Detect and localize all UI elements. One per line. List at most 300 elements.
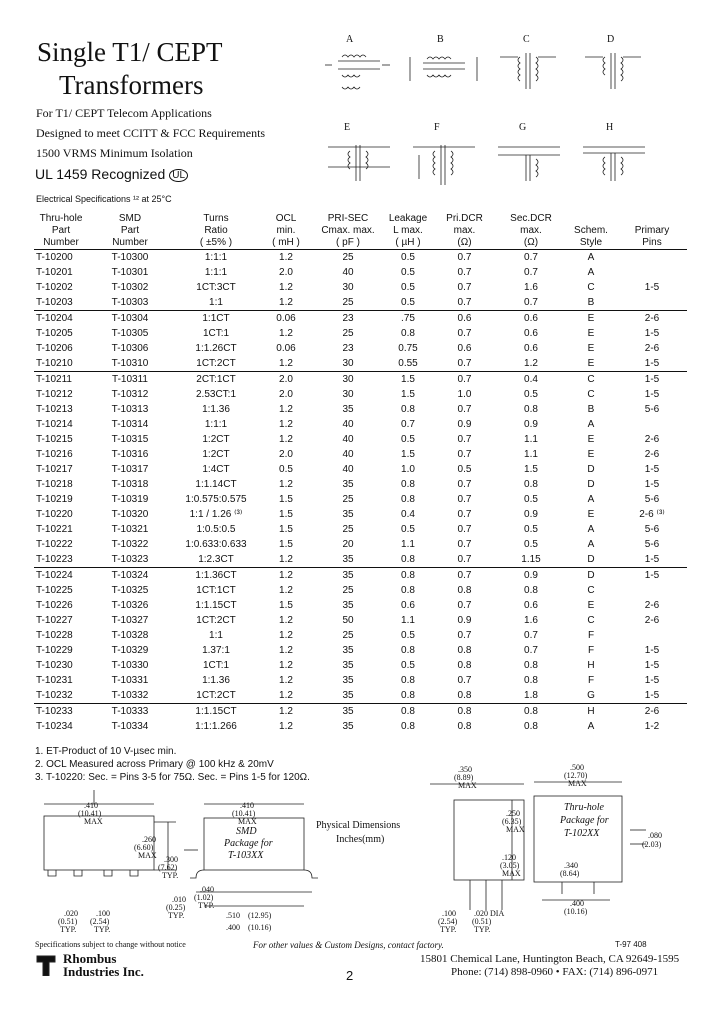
table-cell: 1:2.3CT	[198, 553, 234, 565]
table-cell: D	[587, 553, 595, 565]
table-cell: 0.5	[524, 538, 538, 550]
table-body	[34, 249, 687, 734]
table-cell: 35	[342, 644, 354, 656]
table-cell: 1.2	[279, 281, 293, 293]
table-cell: 0.7	[524, 629, 538, 641]
table-cell: 35	[342, 659, 354, 671]
ul-logo-icon: UL	[169, 169, 188, 182]
schem-label-c: C	[523, 34, 530, 45]
table-cell: 0.8	[497, 703, 565, 719]
table-cell: A	[587, 523, 595, 535]
table-cell: 1-5	[644, 463, 660, 475]
table-cell: 0.7	[457, 508, 472, 520]
note-3: 3. T-10220: Sec. = Pins 3-5 for 75Ω. Sec. = Pins 1-5 for 120Ω.	[35, 772, 310, 783]
table-cell: 1.5	[401, 388, 415, 400]
page-number: 2	[346, 968, 354, 983]
table-cell: T-10315	[111, 433, 149, 445]
table-cell: 0.8	[524, 478, 538, 490]
schematic-a	[325, 55, 390, 89]
column-header: Schem. Style	[574, 224, 608, 248]
table-cell: 2-6	[617, 703, 687, 719]
table-cell: A	[587, 418, 595, 430]
schematic-f	[413, 145, 475, 185]
table-row	[34, 447, 687, 462]
table-cell: E	[587, 508, 595, 520]
table-cell: 1CT:1CT	[196, 584, 236, 596]
table-cell: 0.8	[432, 703, 497, 719]
table-cell: 0.5	[401, 251, 415, 263]
table-cell: 0.7	[432, 567, 497, 583]
table-cell: 0.55	[398, 357, 418, 369]
table-cell: 1.2	[279, 251, 293, 263]
table-cell: 1.2	[279, 327, 293, 339]
footer-doc-number: T-97 408	[615, 940, 647, 949]
table-cell: 1.2	[279, 614, 293, 626]
table-cell: 1.5	[384, 371, 432, 387]
feature-1: For T1/ CEPT Telecom Applications	[36, 106, 212, 120]
table-cell: T-10316	[111, 448, 149, 460]
table-cell: 25	[342, 327, 354, 339]
table-cell: 23	[342, 342, 354, 354]
table-cell: 35	[312, 567, 384, 583]
dim-100: .100	[96, 909, 110, 918]
table-cell: 1-5	[644, 689, 660, 701]
table-row	[34, 537, 687, 552]
table-cell: 30	[312, 371, 384, 387]
table-cell: 35	[342, 674, 354, 686]
table-cell: 0.9	[524, 418, 538, 430]
table-cell: 35	[342, 403, 354, 415]
table-cell: 0.7	[524, 644, 538, 656]
schematic-d	[585, 53, 641, 89]
table-cell: 0.7	[457, 403, 472, 415]
dim-100-mm: (2.54)	[90, 917, 110, 926]
table-cell: 0.7	[457, 674, 472, 686]
table-cell: 1:1.36	[202, 674, 230, 686]
table-cell: 1.2	[279, 478, 293, 490]
table-cell: 0.6	[524, 599, 538, 611]
table-cell: 1:1:1	[204, 418, 228, 430]
table-cell: 0.06	[276, 342, 296, 354]
table-cell: D	[565, 567, 617, 583]
table-cell: 1.6	[524, 281, 538, 293]
dim-350-mm: (8.89)	[454, 773, 474, 782]
thru-label-1: Thru-hole	[564, 802, 604, 813]
dim-400-mm: (10.16)	[248, 923, 272, 932]
table-row	[34, 552, 687, 568]
table-cell: 1CT:2CT	[196, 357, 236, 369]
table-cell: 2.0	[279, 266, 293, 278]
table-cell: 1:1:1	[204, 266, 228, 278]
table-cell: 2.53CT:1	[195, 388, 237, 400]
table-cell: F	[587, 644, 595, 656]
table-cell: 1-5	[644, 327, 660, 339]
table-cell: T-10214	[36, 418, 73, 430]
table-cell: 1.5	[524, 463, 538, 475]
table-cell: T-10222	[36, 538, 73, 550]
smd-label-3: T-103XX	[228, 850, 264, 861]
table-cell: 1-5	[617, 567, 687, 583]
table-cell: 0.8	[401, 689, 415, 701]
table-cell: 1.1	[401, 614, 415, 626]
table-cell: 1:1:1	[204, 251, 228, 263]
table-cell: 35	[342, 689, 354, 701]
column-header: SMD Part Number	[112, 212, 148, 248]
dim-260: .260	[142, 835, 156, 844]
dim-120: .120	[502, 853, 516, 862]
dim-080: .080	[648, 831, 662, 840]
table-row	[34, 462, 687, 477]
table-cell: E	[587, 342, 595, 354]
table-cell: T-10330	[111, 659, 149, 671]
table-cell: 5-6	[644, 538, 660, 550]
table-cell: G	[587, 689, 595, 701]
table-cell: 30	[342, 281, 354, 293]
table-cell: 40	[342, 433, 354, 445]
table-cell: 1.15	[521, 553, 541, 565]
table-cell: T-10333	[88, 703, 172, 719]
table-cell: 1:1	[209, 629, 223, 641]
table-cell: 1-5	[644, 674, 660, 686]
table-cell: 0.7	[457, 433, 472, 445]
page-title-line2: Transformers	[59, 70, 204, 100]
company-logo-icon	[35, 954, 59, 976]
column-header: Primary Pins	[634, 224, 670, 248]
table-cell: E	[587, 599, 595, 611]
dim-500-mm: (12.70)	[564, 771, 588, 780]
table-cell: T-10228	[36, 629, 73, 641]
table-cell: 1:1CT	[172, 310, 260, 326]
table-cell: 1:1.14CT	[195, 478, 237, 490]
table-cell: T-10312	[111, 388, 149, 400]
feature-2: Designed to meet CCITT & FCC Requirements	[36, 126, 266, 140]
table-cell: 1.2	[279, 689, 293, 701]
dim-350: .350	[458, 765, 472, 774]
table-cell: 1:0.633:0.633	[185, 538, 247, 550]
table-cell: T-10325	[111, 584, 149, 596]
dimension-drawing	[34, 760, 684, 940]
table-cell: 0.8	[401, 493, 415, 505]
table-cell: 1.8	[524, 689, 538, 701]
table-cell: 2-6	[644, 448, 660, 460]
column-header: PRI-SEC Cmax. max. ( pF )	[321, 212, 375, 248]
table-cell: 0.5	[401, 523, 415, 535]
table-cell: 1.2	[279, 553, 293, 565]
schematic-c	[500, 53, 556, 89]
table-cell: 20	[342, 538, 354, 550]
dim-040-mm: (1.02)	[194, 893, 214, 902]
company-name	[63, 952, 144, 978]
table-cell: 0.8	[401, 584, 415, 596]
table-cell: 1CT:2CT	[196, 689, 236, 701]
column-header: Thru-hole Part Number	[39, 212, 83, 248]
table-cell: T-10203	[36, 296, 73, 308]
dim-100-typ: TYP.	[94, 925, 111, 934]
table-cell: 0.6	[524, 327, 538, 339]
table-cell: T-10216	[36, 448, 73, 460]
table-cell: T-10204	[34, 310, 88, 326]
dim-410b-max: MAX	[238, 817, 257, 826]
table-cell: T-10319	[111, 493, 149, 505]
table-cell: 1CT:1	[202, 659, 230, 671]
table-cell: 1.2	[279, 674, 293, 686]
dim-250-max: MAX	[506, 825, 525, 834]
table-cell: 0.5	[279, 463, 293, 475]
dim-010-mm: (0.25)	[166, 903, 186, 912]
table-cell: H	[565, 703, 617, 719]
table-cell	[617, 628, 687, 643]
table-cell: E	[587, 357, 595, 369]
table-row	[34, 280, 687, 295]
table-cell: 0.7	[457, 251, 472, 263]
table-cell: 1.0	[401, 463, 415, 475]
company-name-line1: Rhombus	[63, 951, 117, 966]
column-header: Sec.DCR max. (Ω)	[510, 212, 552, 248]
page-title-line1: Single T1/ CEPT	[37, 37, 223, 67]
table-cell: T-10205	[36, 327, 73, 339]
dim-020b-mm: (0.51)	[472, 917, 492, 926]
table-cell: T-10320	[111, 508, 149, 520]
table-cell: T-10306	[111, 342, 149, 354]
table-cell: 0.9	[524, 508, 538, 520]
table-cell: 1.1	[401, 538, 415, 550]
table-cell	[617, 295, 687, 311]
table-cell: T-10219	[36, 493, 73, 505]
table-cell: 1CT:1	[202, 327, 230, 339]
dim-410a-max: MAX	[84, 817, 103, 826]
table-cell	[617, 417, 687, 432]
table-cell: 1.2	[279, 433, 293, 445]
table-cell: 1-5	[644, 281, 660, 293]
table-cell: 0.7	[457, 553, 472, 565]
table-cell: T-10304	[88, 310, 172, 326]
dim-500-max: MAX	[568, 779, 587, 788]
table-cell: 2CT:1CT	[172, 371, 260, 387]
table-cell: 0.6	[457, 342, 472, 354]
table-cell: 1:1:1.266	[195, 720, 237, 732]
table-cell: 2-6	[617, 310, 687, 326]
table-row	[34, 387, 687, 402]
table-cell: C	[587, 614, 595, 626]
table-cell: 0.7	[432, 371, 497, 387]
table-cell: 1.5	[279, 538, 293, 550]
table-cell: 0.5	[401, 433, 415, 445]
table-cell: T-10328	[111, 629, 149, 641]
table-row	[34, 477, 687, 492]
schem-label-h: H	[606, 122, 614, 133]
dim-410a: .410	[84, 801, 98, 810]
table-cell: 40	[342, 448, 354, 460]
table-cell: 1.2	[279, 644, 293, 656]
table-cell: 0.7	[401, 418, 415, 430]
table-cell: T-10226	[36, 599, 73, 611]
table-row	[34, 310, 687, 326]
footer-contact: For other values & Custom Designs, contact factory.	[253, 940, 444, 950]
company-name-line2: Industries Inc.	[63, 964, 144, 979]
table-cell: 23	[312, 310, 384, 326]
table-cell: 1.2	[279, 659, 293, 671]
column-header: OCL min. ( mH )	[272, 212, 300, 248]
table-cell: 0.4	[497, 371, 565, 387]
table-cell: 1.37:1	[202, 644, 230, 656]
table-row	[34, 583, 687, 598]
dim-260-mm: (6.60)	[134, 843, 154, 852]
table-cell: 1.0	[457, 388, 472, 400]
table-cell: 2-6 ⁽³⁾	[639, 508, 665, 520]
table-cell: 2-6	[644, 433, 660, 445]
table-cell: T-10215	[36, 433, 73, 445]
table-cell: T-10300	[111, 251, 149, 263]
table-cell: 40	[342, 418, 354, 430]
table-cell: 0.8	[401, 553, 415, 565]
table-cell: 0.8	[401, 478, 415, 490]
table-cell: T-10217	[36, 463, 73, 475]
table-cell: 50	[342, 614, 354, 626]
table-cell: 5-6	[644, 403, 660, 415]
table-cell: 1.1	[524, 433, 538, 445]
dim-410a-mm: (10.41)	[78, 809, 102, 818]
dim-300: .300	[164, 855, 178, 864]
dim-500: .500	[570, 763, 584, 772]
table-cell: 0.9	[497, 567, 565, 583]
table-cell: 0.7	[457, 357, 472, 369]
table-cell: 0.5	[524, 493, 538, 505]
table-cell: T-10230	[36, 659, 73, 671]
table-cell: D	[587, 478, 595, 490]
table-cell: 1.2	[279, 357, 293, 369]
table-cell: 1.1	[524, 448, 538, 460]
table-cell: B	[587, 403, 595, 415]
table-row	[34, 402, 687, 417]
table-cell: 0.7	[524, 266, 538, 278]
table-cell: 1.5	[401, 448, 415, 460]
table-cell: 0.5	[401, 266, 415, 278]
table-cell: 1-5	[644, 553, 660, 565]
smd-label-2: Package for	[224, 838, 273, 849]
table-cell: 1.2	[279, 584, 293, 596]
table-row	[34, 688, 687, 704]
table-cell: E	[587, 433, 595, 445]
dim-260-max: MAX	[138, 851, 157, 860]
table-cell: T-10301	[111, 266, 149, 278]
table-cell: 0.8	[457, 720, 472, 732]
dim-020-typ: TYP.	[60, 925, 77, 934]
table-cell: T-10326	[111, 599, 149, 611]
table-cell	[617, 265, 687, 280]
table-cell: T-10327	[111, 614, 149, 626]
table-cell: 35	[312, 703, 384, 719]
dim-020b-typ: TYP.	[474, 925, 491, 934]
table-cell: 1.2	[279, 629, 293, 641]
table-cell: F	[587, 674, 595, 686]
column-header: Leakage L max. ( µH )	[388, 212, 428, 248]
table-cell: 0.8	[401, 644, 415, 656]
table-cell: 0.6	[401, 599, 415, 611]
table-cell: A	[587, 720, 595, 732]
table-cell: 30	[342, 357, 354, 369]
table-cell: 0.5	[401, 659, 415, 671]
schem-label-f: F	[434, 122, 440, 133]
schematic-e	[328, 145, 390, 181]
note-1: 1. ET-Product of 10 V-µsec min.	[35, 746, 177, 757]
dim-400b: .400	[570, 899, 584, 908]
table-cell: 1.2	[260, 567, 312, 583]
table-cell: 0.6	[497, 310, 565, 326]
table-cell: 0.9	[457, 418, 472, 430]
table-cell: 1:1.36	[202, 403, 230, 415]
table-cell: T-10332	[111, 689, 149, 701]
smd-label-1: SMD	[236, 826, 257, 837]
table-cell: 0.4	[401, 508, 415, 520]
table-cell: 1.2	[279, 720, 293, 732]
table-cell: 35	[342, 478, 354, 490]
table-cell: 2-6	[644, 599, 660, 611]
electrical-spec-title: Electrical Specifications ¹² at 25°C	[36, 194, 172, 204]
table-cell: 1:1 / 1.26 ⁽³⁾	[189, 508, 243, 520]
table-cell: T-10206	[36, 342, 73, 354]
table-cell: 1.5	[279, 508, 293, 520]
table-cell: 0.5	[401, 296, 415, 308]
table-cell: 0.8	[401, 403, 415, 415]
dim-010: .010	[172, 895, 186, 904]
table-row	[34, 371, 687, 387]
table-cell: 0.7	[457, 281, 472, 293]
table-cell: C	[587, 281, 595, 293]
table-cell: 1-5	[617, 371, 687, 387]
dim-080-mm: (2.03)	[642, 840, 662, 849]
footer-notice: Specifications subject to change without notice	[35, 940, 186, 949]
table-cell: 25	[342, 523, 354, 535]
table-cell: T-10303	[111, 296, 149, 308]
table-row	[34, 522, 687, 537]
table-cell: A	[587, 266, 595, 278]
table-cell: A	[587, 251, 595, 263]
table-cell: 0.7	[457, 523, 472, 535]
table-cell: 1-5	[644, 659, 660, 671]
table-cell: 0.7	[457, 629, 472, 641]
table-cell: D	[587, 463, 595, 475]
table-cell: T-10310	[111, 357, 149, 369]
table-cell: 40	[342, 266, 354, 278]
dim-100b-typ: TYP.	[440, 925, 457, 934]
table-cell: 0.7	[457, 327, 472, 339]
dim-400: .400	[226, 923, 240, 932]
table-cell: 0.06	[260, 310, 312, 326]
dim-410b: .410	[240, 801, 254, 810]
table-cell: T-10305	[111, 327, 149, 339]
dim-300-mm: (7.62)	[158, 863, 178, 872]
table-cell: T-10223	[36, 553, 73, 565]
table-cell: 1:0.575:0.575	[185, 493, 247, 505]
table-row	[34, 341, 687, 356]
table-row	[34, 628, 687, 643]
dim-020b: .020 DIA	[474, 909, 505, 918]
table-cell: 0.5	[457, 463, 472, 475]
table-cell: 1:2CT	[202, 433, 230, 445]
table-row	[34, 719, 687, 734]
table-cell: 1-5	[644, 357, 660, 369]
table-cell: 30	[342, 388, 354, 400]
schem-label-a: A	[346, 34, 354, 45]
table-cell: T-10232	[36, 689, 73, 701]
table-cell: 1.5	[279, 493, 293, 505]
table-row	[34, 643, 687, 658]
table-cell: 1:1.15CT	[195, 599, 237, 611]
table-cell: 0.5	[524, 388, 538, 400]
table-cell: 1.5	[279, 523, 293, 535]
table-cell: E	[565, 310, 617, 326]
schematic-b	[410, 57, 477, 81]
